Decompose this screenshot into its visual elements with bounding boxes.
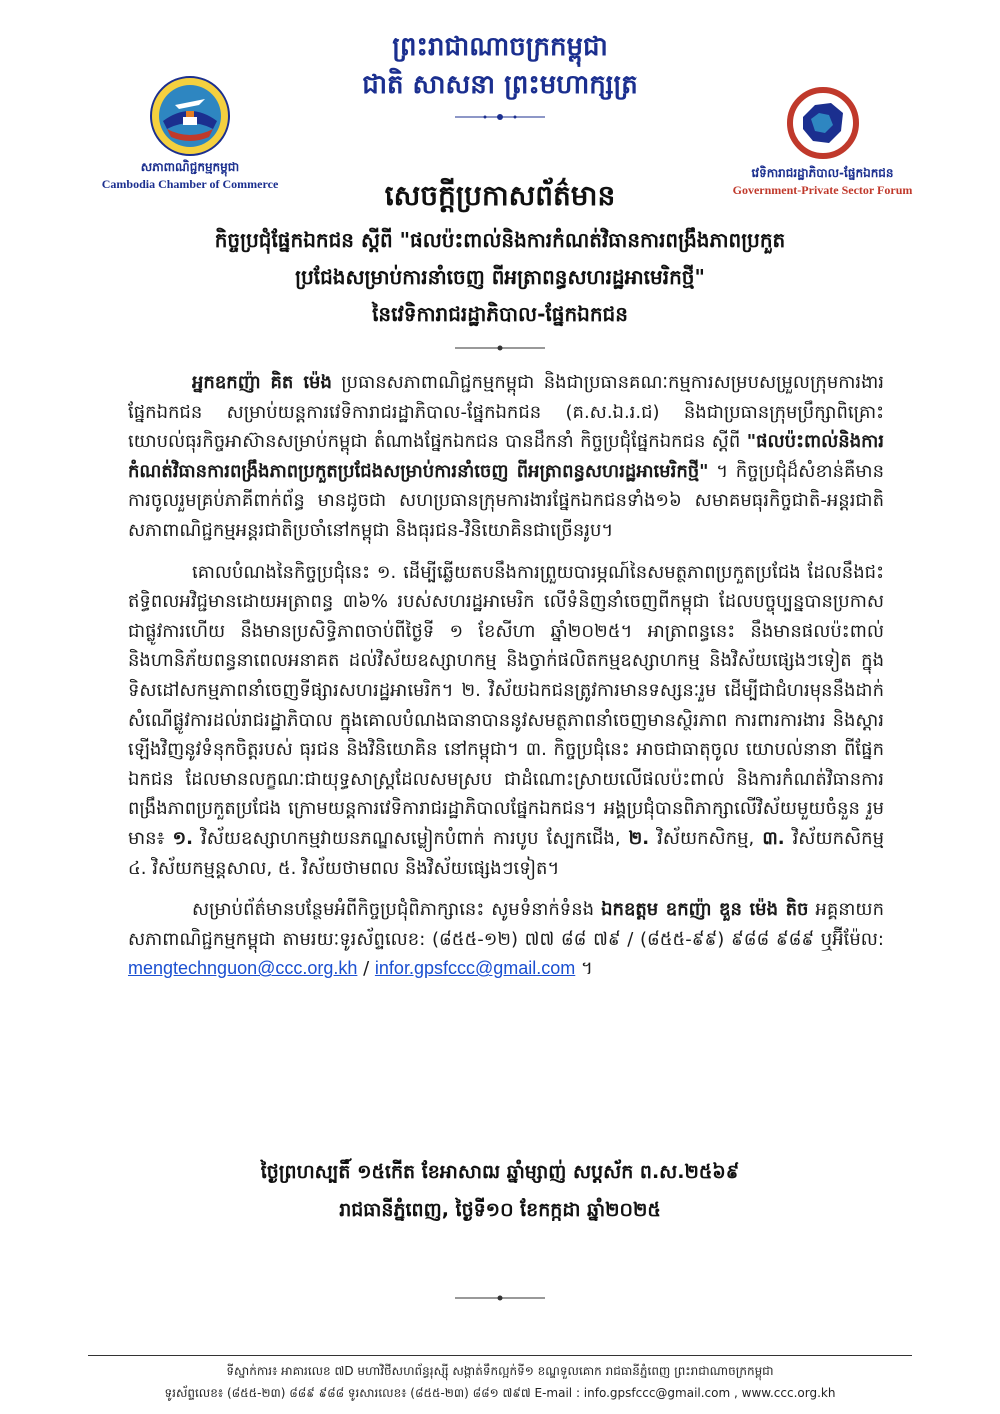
ccc-name-khmer: សភាពាណិជ្ជកម្មកម្ពុជា [140, 160, 240, 174]
contact-end: ។ [575, 958, 593, 980]
footer-address: ទីស្នាក់ការ៖ អាគារលេខ ៧D មហាវិថីសហព័ន្ធរុស្ស៊ី សង្កាត់ទឹកល្អក់ទី១ ខណ្ឌទួលគោក រាជធានីភ្នំពេញ ព្រះរាជាណាចក្រកម្ពុជា [226, 1364, 774, 1378]
subject-line-2: ប្រជែងសម្រាប់ការនាំចេញ ពីអត្រាពន្ធសហរដ្ឋអាមេរិកថ្មី" [295, 265, 705, 289]
email-link-ccc[interactable]: mengtechnguon@ccc.org.kh [128, 958, 358, 979]
subject-line-1: កិច្ចប្រជុំផ្នែកឯកជន ស្តីពី "ផលប៉ះពាល់និងការកំណត់វិធានការពង្រឹងភាពប្រកួត [214, 228, 786, 252]
subject-heading [165, 222, 835, 333]
sector-1-number: ១. [172, 827, 193, 849]
meeting-topic: "ផលប៉ះពាល់និងការកំណត់វិធានការពង្រឹងភាពប្រកួតប្រជែងសម្រាប់ការនាំចេញ ពីអត្រាពន្ធសហរដ្ឋអាមេរិកថ្មី" [128, 431, 884, 482]
gpsf-name-khmer: វេទិការាជរដ្ឋាភិបាល-ផ្នែកឯកជន [751, 166, 894, 180]
press-release-body [128, 368, 884, 996]
sector-2-text: វិស័យកសិកម្ម, [649, 827, 763, 849]
email-separator: / [357, 958, 375, 980]
sector-1-text: វិស័យឧស្សាហកម្មវាយនភណ្ឌសម្លៀកបំពាក់ ការបូប ស្បែកជើង, [193, 827, 629, 849]
subject-ornament [455, 343, 545, 353]
contact-person: ឯកឧត្តម ឧកញ៉ា ឌួន ម៉េង តិច [601, 899, 809, 921]
gpsf-logo [705, 85, 940, 198]
contact-intro: សម្រាប់ព័ត៌មានបន្ថែមអំពីកិច្ចប្រជុំពិភាក្សានេះ សូមទំនាក់ទំនង [192, 899, 602, 921]
leader-name: អ្នកឧកញ៉ា គិត ម៉េង [192, 372, 332, 393]
sector-3-text: វិស័យកសិកម្ម ៤. វិស័យកម្មន្តសាល, ៥. វិស័យថាមពល និងវិស័យផ្សេងៗទៀត។ [128, 827, 884, 879]
paragraph-contact [128, 895, 884, 984]
lunar-date: ថ្ងៃព្រហស្បតិ៍ ១៥កើត ខែអាសាឍ ឆ្នាំម្សាញ់ សប្តស័ក ព.ស.២៥៦៩ [260, 1161, 740, 1183]
kingdom-line-2: ជាតិ សាសនា ព្រះមហាក្សត្រ [362, 70, 638, 100]
ccc-name-english: Cambodia Chamber of Commerce [101, 177, 279, 191]
footer-contact: ទូរស័ព្ទលេខ៖ (៨៥៥-២៣) ៨៨៩ ៩៨៨ ទូរសារលេខ៖ (៨៥៥-២៣) ៨៨១ ៧៩៧ E-mail : info.gpsfccc@gmail.com , www.ccc.org.kh [164, 1386, 836, 1400]
document-title: សេចក្តីប្រកាសព័ត៌មាន [384, 179, 616, 212]
footer-divider [88, 1355, 912, 1356]
kingdom-line-1: ព្រះរាជាណាចក្រកម្ពុជា [392, 32, 608, 62]
gpsf-emblem-icon [785, 85, 861, 161]
paragraph-intro [128, 368, 884, 546]
solar-date: រាជធានីភ្នំពេញ, ថ្ងៃទី១០ ខែកក្កដា ឆ្នាំ២០២៥ [339, 1199, 661, 1221]
header-ornament [455, 112, 545, 122]
intro-end: ។ កិច្ចប្រជុំដ៏សំខាន់គឺមានការចូលរួមគ្រប់ភាគីពាក់ព័ន្ធ មានដូចជា សហប្រធានក្រុមការងារផ្នែកឯកជនទាំង១៦ សមាគមធុរកិច្ចជាតិ-អន្តរជាតិ សភាពាណិជ្ជកម្មអន្តរជាតិប្រចាំនៅកម្ពុជា និងធុរជន-វិនិយោគិនជាច្រើនរូប។ [128, 460, 884, 541]
gpsf-name-english: Government-Private Sector Forum [732, 183, 913, 197]
intro-text: ប្រធានសភាពាណិជ្ជកម្មកម្ពុជា និងជាប្រធានគណៈកម្មការសម្របសម្រួលក្រុមការងារផ្នែកឯកជន សម្រាប់យន្តការវេទិការាជរដ្ឋាភិបាល-ផ្នែកឯកជន (គ.ស.ឯ.រ.ជ) និងជាប្រធានក្រុមប្រឹក្សាពិគ្រោះយោបល់ធុរកិច្ចអាស៊ានសម្រាប់កម្ពុជា តំណាងផ្នែកឯកជន បានដឹកនាំ កិច្ចប្រជុំផ្នែកឯកជន ស្តីពី [128, 372, 884, 453]
objectives-text: គោលបំណងនៃកិច្ចប្រជុំនេះ ១. ដើម្បីឆ្លើយតបនឹងការព្រួយបារម្ភណ៍នៃសមត្ថភាពប្រកួតប្រជែង ដែលនឹងជះឥទ្ធិពលអវិជ្ជមានដោយអត្រាពន្ធ ៣៦% របស់សហរដ្ឋអាមេរិក លើទំនិញនាំចេញពីកម្ពុជា ដែលបច្ចុប្បន្នបានប្រកាសជាផ្លូវការហើយ នឹងមានប្រសិទ្ធិភាពចាប់ពីថ្ងៃទី ១ ខែសីហា ឆ្នាំ២០២៥។ អាត្រាពន្ធនេះ នឹងមានផលប៉ះពាល់ និងហានិភ័យពន្ធនាពេលអនាគត ដល់វិស័យឧស្សាហកម្ម និងច្វាក់ផលិតកម្មឧស្សាហកម្ម និងវិស័យផ្សេងៗទៀត ក្នុងទិសដៅសកម្មភាពនាំចេញទីផ្សារសហរដ្ឋអាមេរិក។ ២. វិស័យឯកជនត្រូវការមានទស្សនៈរួម ដើម្បីជាជំហរមុននឹងដាក់សំណើផ្លូវការដល់រាជរដ្ឋាភិបាល ក្នុងគោលបំណងធានាបាននូវសមត្ថភាពនាំចេញមានស្ថិរភាព ការពារការងារ និងស្តារឡើងវិញនូវទំនុកចិត្តរបស់ ធុរជន និងវិនិយោគិន នៅកម្ពុជា។ ៣. កិច្ចប្រជុំនេះ អាចជាធាតុចូល យោបល់នានា ពីផ្នែកឯកជន ដែលមានលក្ខណៈជាយុទ្ធសាស្ត្រដែលសមស្រប ជាដំណោះស្រាយលើផលប៉ះពាល់ និងការកំណត់វិធានការពង្រឹងភាពប្រកួតប្រជែង ក្រោមយន្តការវេទិការាជរដ្ឋាភិបាលផ្នែកឯកជន។ អង្គប្រជុំបានពិភាក្សាលើវិស័យមួយចំនួន រួមមាន៖ [128, 561, 884, 849]
kingdom-motto [250, 28, 750, 104]
footer [88, 1360, 912, 1404]
bottom-ornament [455, 1293, 545, 1303]
paragraph-objectives [128, 558, 884, 884]
ccc-emblem-icon [149, 75, 231, 157]
sector-2-number: ២. [628, 827, 650, 849]
ccc-logo [90, 75, 290, 192]
contact-role: អគ្គនាយកសភាពាណិជ្ជកម្មកម្ពុជា តាមរយៈទូរស័ព្ទលេខ: (៨៥៥-១២) ៧៧ ៨៨ ៧៩ / (៨៥៥-៩៩) ៩៨៨ ៩៨៩ ឬអ៊ីម៉ែល: [128, 899, 884, 950]
email-link-gpsf[interactable]: infor.gpsfccc@gmail.com [374, 958, 576, 979]
subject-line-3: នៃវេទិការាជរដ្ឋាភិបាល-ផ្នែកឯកជន [372, 302, 628, 326]
date-block [250, 1153, 750, 1229]
sector-3-number: ៣. [762, 827, 785, 849]
